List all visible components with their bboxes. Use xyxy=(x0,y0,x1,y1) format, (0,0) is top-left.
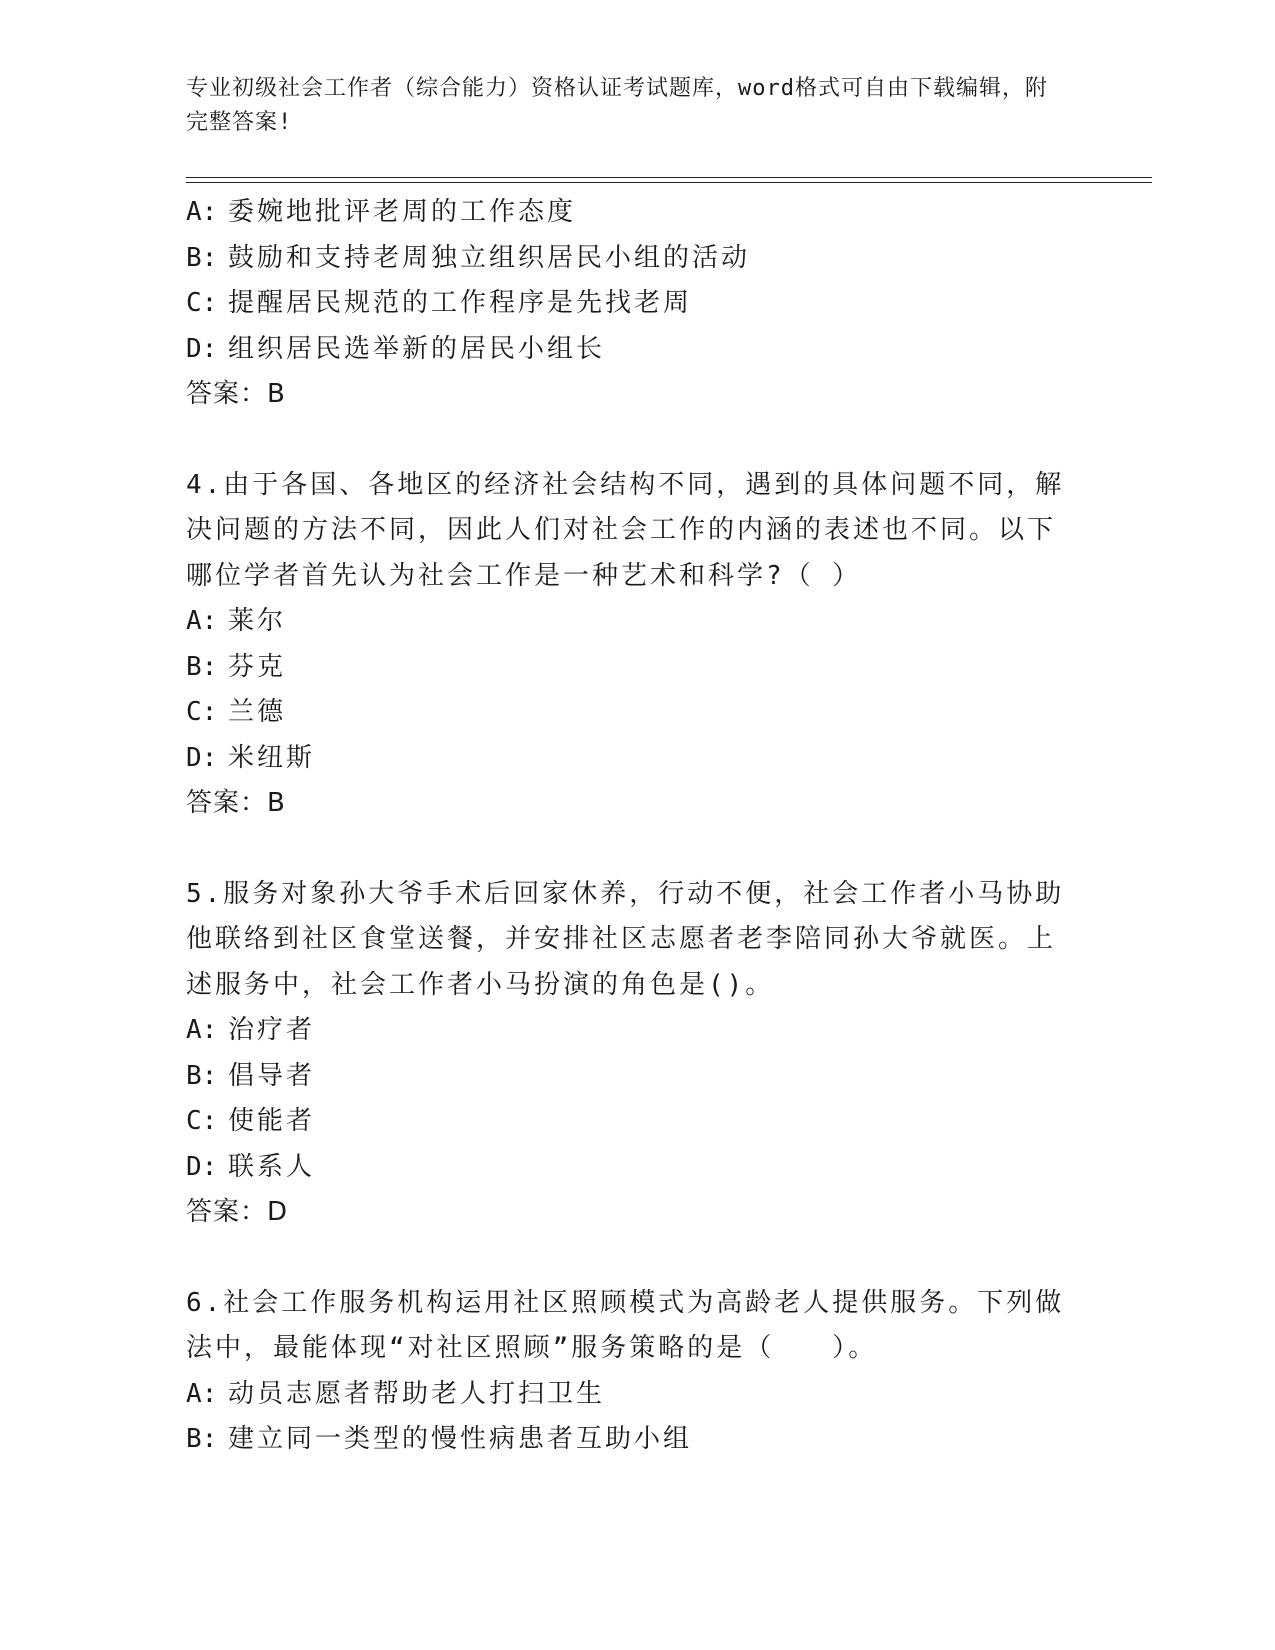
option-b xyxy=(186,1417,1086,1463)
question-5-line-3: 述服务中，社会工作者小马扮演的角色是()。 xyxy=(186,969,775,1000)
option-a xyxy=(186,190,1086,236)
question-4-line-3: 哪位学者首先认为社会工作是一种艺术和科学?（ ） xyxy=(186,560,862,591)
option-letter: D: xyxy=(186,1151,218,1182)
option-letter: C: xyxy=(186,288,218,318)
option-c xyxy=(186,690,1086,736)
option-text: 米纽斯 xyxy=(228,742,316,773)
question-4 xyxy=(186,463,1086,827)
question-4-line-2: 决问题的方法不同，因此人们对社会工作的内涵的表述也不同。以下 xyxy=(186,515,1057,545)
option-text: 倡导者 xyxy=(228,1060,316,1091)
answer-q3: 答案：B xyxy=(186,379,286,409)
option-c xyxy=(186,1099,1086,1145)
option-d xyxy=(186,327,1086,373)
question-content xyxy=(186,190,1086,1463)
question-5 xyxy=(186,872,1086,1236)
option-text: 组织居民选举新的居民小组长 xyxy=(228,333,606,364)
question-5-line-1: 5.服务对象孙大爷手术后回家休养，行动不便，社会工作者小马协助 xyxy=(186,878,1065,909)
question-5-line-2: 他联络到社区食堂送餐，并安排社区志愿者老李陪同孙大爷就医。上 xyxy=(186,924,1057,954)
option-letter: C: xyxy=(186,697,218,727)
question-3-options xyxy=(186,190,1086,418)
question-6-line-2: 法中，最能体现“对社区照顾”服务策略的是（ ）。 xyxy=(186,1333,878,1363)
option-c xyxy=(186,281,1086,327)
option-b xyxy=(186,1054,1086,1100)
option-text: 治疗者 xyxy=(228,1015,316,1045)
option-letter: A: xyxy=(186,197,218,227)
option-letter: B: xyxy=(186,651,218,682)
option-text: 兰德 xyxy=(228,697,287,727)
option-text: 联系人 xyxy=(228,1151,316,1182)
question-6 xyxy=(186,1281,1086,1463)
option-b xyxy=(186,236,1086,282)
option-text: 鼓励和支持老周独立组织居民小组的活动 xyxy=(228,242,751,273)
option-letter: A: xyxy=(186,1015,218,1045)
spacer xyxy=(186,827,1086,872)
option-a xyxy=(186,599,1086,645)
option-text: 使能者 xyxy=(228,1106,316,1136)
option-letter: A: xyxy=(186,606,218,636)
answer-q4: 答案：B xyxy=(186,788,286,818)
header-rule-top xyxy=(186,177,1152,178)
option-d xyxy=(186,1145,1086,1191)
header-title: 专业初级社会工作者（综合能力）资格认证考试题库，word格式可自由下载编辑，附完整答案! xyxy=(186,76,1048,135)
option-a xyxy=(186,1372,1086,1418)
header-rule-bottom xyxy=(186,182,1152,183)
option-b xyxy=(186,645,1086,691)
option-a xyxy=(186,1008,1086,1054)
option-letter: C: xyxy=(186,1106,218,1136)
option-letter: D: xyxy=(186,742,218,773)
option-text: 建立同一类型的慢性病患者互助小组 xyxy=(228,1424,693,1454)
option-text: 芬克 xyxy=(228,651,287,682)
option-text: 莱尔 xyxy=(228,606,287,636)
option-d xyxy=(186,736,1086,782)
question-4-line-1: 4.由于各国、各地区的经济社会结构不同，遇到的具体问题不同，解 xyxy=(186,469,1065,500)
spacer xyxy=(186,418,1086,463)
option-letter: D: xyxy=(186,333,218,364)
option-letter: B: xyxy=(186,1424,218,1454)
option-text: 委婉地批评老周的工作态度 xyxy=(228,197,577,227)
document-header xyxy=(186,72,1066,140)
spacer xyxy=(186,1236,1086,1281)
option-letter: B: xyxy=(186,242,218,273)
question-6-line-1: 6.社会工作服务机构运用社区照顾模式为高龄老人提供服务。下列做 xyxy=(186,1287,1065,1318)
option-text: 提醒居民规范的工作程序是先找老周 xyxy=(228,288,693,318)
answer-q5: 答案：D xyxy=(186,1197,289,1227)
option-letter: A: xyxy=(186,1378,218,1409)
option-letter: B: xyxy=(186,1060,218,1091)
option-text: 动员志愿者帮助老人打扫卫生 xyxy=(228,1378,606,1409)
